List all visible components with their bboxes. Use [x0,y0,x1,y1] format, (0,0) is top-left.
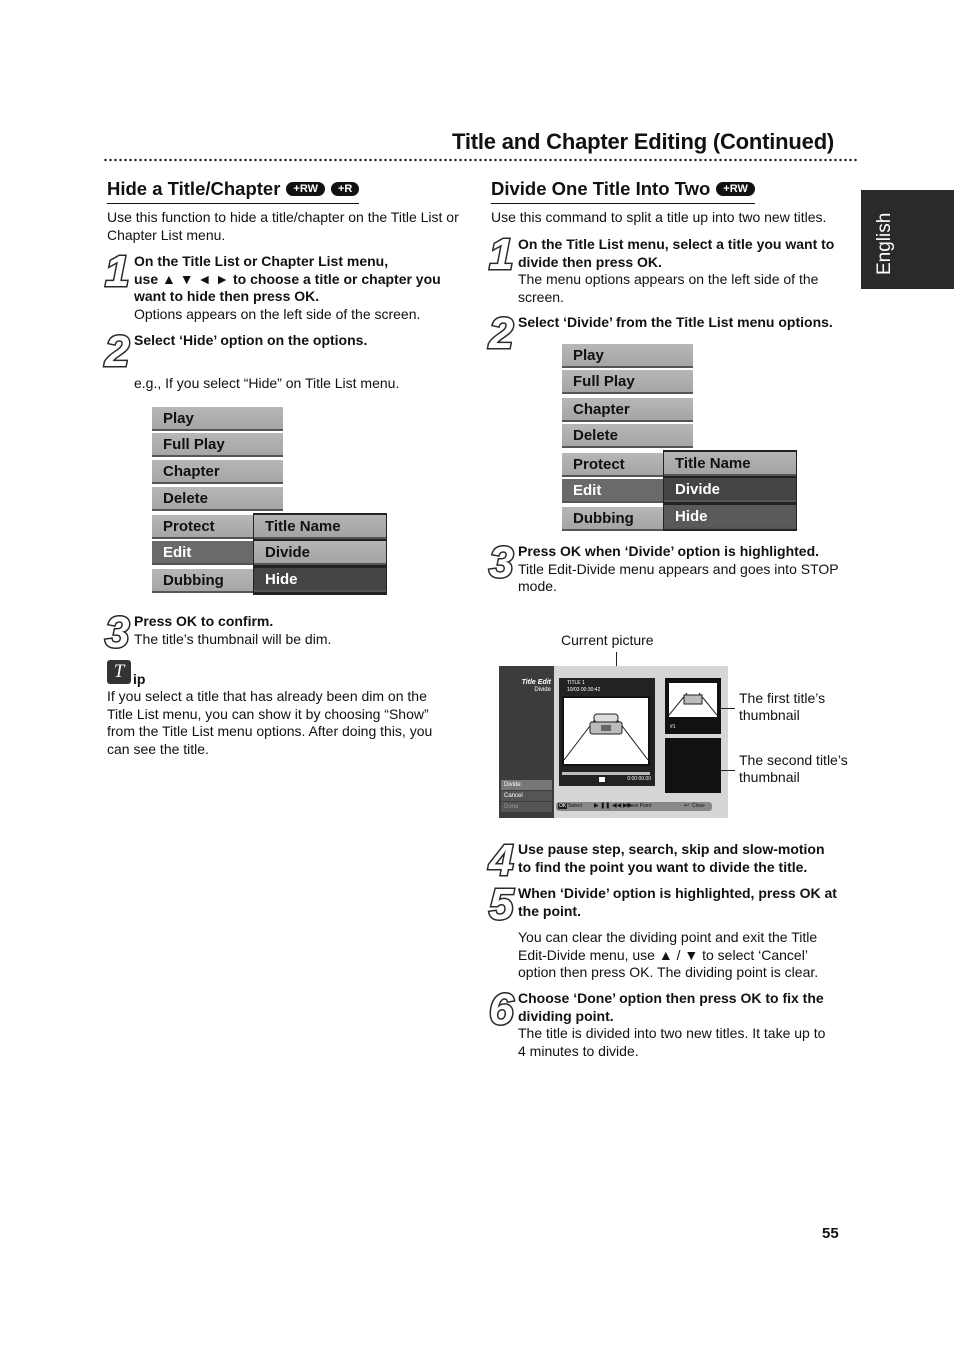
divide-step-1-note1: The menu options appears on the left side of the [518,271,819,287]
tip-line-1: If you select a title that has already been dim on the [107,688,427,704]
screen-option-done[interactable]: Done [501,802,552,812]
screen-title-info: 10/03 00:30:42 [567,687,601,693]
badge-r: +R [331,182,359,196]
divide-step-1-line1: On the Title List menu, select a title you want to [518,236,835,252]
divide-submenu [663,450,797,531]
submenu-item-hide[interactable]: Hide [254,568,386,592]
divide-step-4-line1: Use pause step, search, skip and slow-motion [518,841,825,857]
submenu-item-divide[interactable]: Divide [664,478,796,502]
progress-bar[interactable] [562,772,650,775]
callout-line-first [719,708,735,709]
section-title-hide [107,178,359,204]
tip-label: ip [133,671,146,687]
screen-option-cancel[interactable]: Cancel [501,791,552,801]
divide-step-3 [518,543,858,596]
step-number-2-right: 2 [489,309,512,358]
divide-step-6-note2: 4 minutes to divide. [518,1042,639,1059]
hide-step-1-line3: want to hide then press OK. [134,288,320,304]
screen-header-2: Divide [534,687,551,693]
callout-line-second [719,770,735,771]
second-thumbnail[interactable] [665,738,721,793]
section-title-hide-text: Hide a Title/Chapter [107,178,281,199]
divide-step-3-bold: Press OK when ‘Divide’ option is highlighted. [518,543,820,559]
marker-icon [599,777,605,782]
step-number-1: 1 [105,247,128,296]
screen-title-label: TITLE 1 [567,680,585,686]
screen-left-panel [499,666,554,818]
step-number-4: 4 [489,836,512,885]
hide-step-1-line1: On the Title List or Chapter List menu, [134,253,389,269]
footer-close: Close [692,803,705,809]
tip-line-3: from the Title List menu options. After doing this, you [107,723,433,739]
divide-step-1-note2: screen. [518,288,564,305]
current-picture-frame [562,696,650,766]
tip-text [107,688,467,758]
step-number-1-right: 1 [489,230,512,279]
menu-item-protect[interactable]: Protect [152,515,253,539]
hide-step-3-note: The title’s thumbnail will be dim. [134,630,332,647]
callout-first-thumbnail [739,690,825,724]
submenu-item-hide[interactable]: Hide [664,505,796,529]
thumb-car-image [669,683,717,717]
divide-step-6-note1: The title is divided into two new titles. It take up to [518,1025,826,1041]
footer-select: Select [568,803,582,809]
hide-step-3-bold: Press OK to confirm. [134,613,274,629]
divide-step-1-line2: divide then press OK. [518,253,662,270]
screen-timecode: 0:00:00.00 [627,776,651,782]
menu-item-edit[interactable]: Edit [152,541,253,565]
divide-step-5-para [518,929,858,982]
divide-step-6-line1: Choose ‘Done’ option then press OK to fix the [518,990,824,1006]
hide-example: e.g., If you select “Hide” on Title List menu. [134,375,400,391]
language-tab-label: English [874,212,895,275]
menu-item-chapter[interactable]: Chapter [562,398,693,422]
tip-line-4: can see the title. [107,740,209,757]
screen-video-panel [559,678,655,786]
footer-move-point: Move Point [626,803,652,809]
callout-current-picture: Current picture [561,632,654,648]
divide-step-5-line1: When ‘Divide’ option is highlighted, press OK at [518,885,837,901]
first-thumbnail-frame [668,682,718,718]
step-number-5: 5 [489,880,512,929]
hide-step-1-note: Options appears on the left side of the screen. [134,305,421,322]
page-title: Title and Chapter Editing (Continued) [452,129,835,154]
tip-icon: T [107,660,131,684]
thumbnail-label: #1 [670,724,676,730]
submenu-item-title-name[interactable]: Title Name [254,515,386,539]
car-road-image [564,698,648,764]
menu-item-protect[interactable]: Protect [562,453,663,477]
menu-item-full-play[interactable]: Full Play [562,370,693,394]
callout-second-line2: thumbnail [739,769,800,785]
language-tab [861,190,954,289]
badge-rw: +RW [286,182,325,196]
dotted-divider [103,157,857,163]
callout-first-line1: The first title’s [739,690,826,706]
transport-icons: ▶ ❚❚ ◀◀ ▶▶ [594,803,633,809]
divide-step-5-para1: You can clear the dividing point and exit the Title [518,929,818,945]
callout-second-thumbnail [739,752,848,786]
screen-footer [556,802,712,811]
menu-item-full-play[interactable]: Full Play [152,433,283,457]
menu-item-dubbing[interactable]: Dubbing [152,569,253,593]
menu-item-edit[interactable]: Edit [562,479,663,503]
step-number-2: 2 [105,327,128,376]
section-title-divide-text: Divide One Title Into Two [491,178,711,199]
divide-step-5-para2: Edit-Divide menu, use ▲ / ▼ to select ‘Cancel’ [518,946,808,963]
first-thumbnail[interactable] [665,678,721,734]
title-edit-divide-screen [499,666,728,818]
divide-step-5 [518,885,858,920]
screen-header-1: Title Edit [521,679,551,686]
step-number-3: 3 [105,608,128,657]
divide-step-2: Select ‘Divide’ from the Title List menu options. [518,314,833,330]
step-number-6: 6 [489,985,512,1034]
divide-step-5-line2: the point. [518,902,581,919]
divide-step-1 [518,236,858,306]
divide-step-3-note1: Title Edit-Divide menu appears and goes into STOP [518,560,839,577]
page-number: 55 [822,1225,839,1242]
hide-step-1-line2: use ▲ ▼ ◄ ► to choose a title or chapter you [134,270,441,287]
divide-step-4 [518,841,858,876]
callout-first-line2: thumbnail [739,707,800,723]
hide-submenu [253,513,387,595]
submenu-item-divide[interactable]: Divide [254,541,386,565]
tip-line-2: Title List menu, you can show it by choosing “Show” [107,705,429,722]
divide-intro: Use this command to split a title up into two new titles. [491,209,827,225]
menu-item-play[interactable]: Play [152,407,283,431]
divide-step-6-line2: dividing point. [518,1007,614,1024]
hide-step-3 [134,613,331,648]
menu-item-delete[interactable]: Delete [152,487,283,511]
screen-option-divide[interactable]: Divide [501,780,552,790]
divide-step-5-para3: option then press OK. The dividing point is clear. [518,964,819,980]
callout-second-line1: The second title’s [739,752,848,768]
menu-item-dubbing[interactable]: Dubbing [562,507,663,531]
badge-rw-divide: +RW [716,182,755,196]
return-icon: ↩ [684,803,690,809]
divide-step-4-line2: to find the point you want to divide the title. [518,858,808,875]
menu-item-chapter[interactable]: Chapter [152,460,283,484]
hide-step-2: Select ‘Hide’ option on the options. [134,332,368,348]
divide-step-3-note2: mode. [518,578,557,594]
hide-intro: Use this function to hide a title/chapter on the Title List or Chapter List menu. [107,209,459,243]
submenu-item-title-name[interactable]: Title Name [664,452,796,476]
step-number-3-right: 3 [489,538,512,587]
menu-item-delete[interactable]: Delete [562,424,693,448]
ok-key: OK [559,803,567,809]
divide-step-6 [518,990,858,1060]
section-title-divide [491,178,755,204]
menu-item-play[interactable]: Play [562,344,693,368]
hide-step-1 [134,253,464,323]
